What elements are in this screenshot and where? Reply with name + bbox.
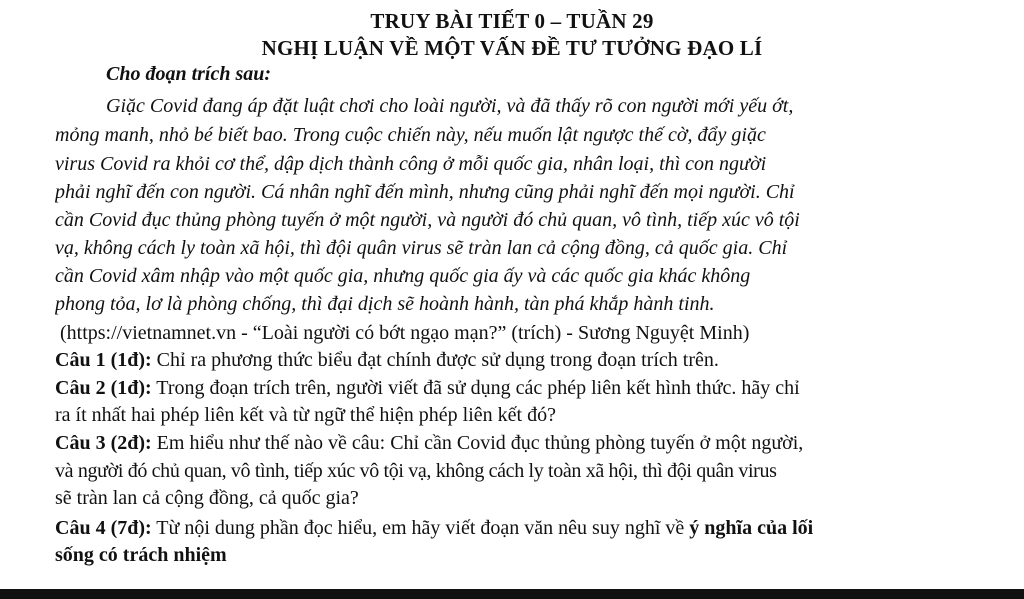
passage-line: vạ, không cách ly toàn xã hội, thì đội quân virus sẽ tràn lan cả cộng đồng, cả quốc gia. Chỉ: [55, 237, 788, 259]
passage-line: Giặc Covid đang áp đặt luật chơi cho loài người, và đã thấy rõ con người mới yếu ớt,: [106, 95, 794, 117]
passage-source: (https://vietnamnet.vn - “Loài người có bớt ngạo mạn?” (trích) - Sương Nguyệt Minh): [60, 322, 750, 344]
passage-line: mỏng manh, nhỏ bé biết bao. Trong cuộc chiến này, nếu muốn lật ngược thế cờ, đẩy giặc: [55, 124, 766, 146]
passage-line: phải nghĩ đến con người. Cá nhân nghĩ đến mình, nhưng cũng phải nghĩ đến mọi người. Chỉ: [55, 181, 795, 203]
question-3-text: Em hiểu như thế nào về câu: Chỉ cần Covid đục thủng phòng tuyến ở một người,: [151, 432, 804, 454]
bottom-edge-bar: [0, 589, 1024, 599]
question-3-continuation: sẽ tràn lan cả cộng đồng, cả quốc gia?: [55, 487, 359, 509]
question-4-label: Câu 4 (7đ):: [55, 517, 152, 539]
passage-line: cần Covid xâm nhập vào một quốc gia, nhưng quốc gia ấy và các quốc gia khác không: [55, 265, 751, 287]
question-3-continuation: và người đó chủ quan, vô tình, tiếp xúc vô tội vạ, không cách ly toàn xã hội, thì đội quân virus: [55, 460, 777, 482]
question-2-text: Trong đoạn trích trên, người viết đã sử dụng các phép liên kết hình thức. hãy chỉ: [151, 377, 800, 399]
document-subtitle: NGHỊ LUẬN VỀ MỘT VẤN ĐỀ TƯ TƯỞNG ĐẠO LÍ: [261, 36, 763, 60]
passage-line: cần Covid đục thủng phòng tuyến ở một người, và người đó chủ quan, vô tình, tiếp xúc vô tội: [55, 209, 800, 231]
passage-intro: Cho đoạn trích sau:: [106, 63, 272, 85]
question-2: [55, 376, 967, 400]
question-1-label: Câu 1 (1đ):: [55, 349, 152, 371]
passage-line: phong tỏa, lơ là phòng chống, thì đại dịch sẽ hoành hành, tàn phá khắp hành tinh.: [55, 293, 715, 315]
question-4-emphasis: ý nghĩa của lối: [689, 517, 814, 539]
document-title: TRUY BÀI TIẾT 0 – TUẦN 29: [370, 9, 654, 33]
question-4-emphasis-continuation: sống có trách nhiệm: [55, 544, 227, 566]
question-4: [55, 516, 967, 540]
question-4-text: Từ nội dung phần đọc hiểu, em hãy viết đoạn văn nêu suy nghĩ về: [151, 517, 690, 539]
question-2-label: Câu 2 (1đ):: [55, 377, 152, 399]
question-2-continuation: ra ít nhất hai phép liên kết và từ ngữ thể hiện phép liên kết đó?: [55, 404, 556, 426]
question-3-label: Câu 3 (2đ):: [55, 432, 152, 454]
passage-line: virus Covid ra khỏi cơ thể, dập dịch thành công ở mỗi quốc gia, nhân loại, thì con người: [55, 153, 767, 175]
question-1-text: Chỉ ra phương thức biểu đạt chính được sử dụng trong đoạn trích trên.: [151, 349, 719, 371]
question-3: [55, 431, 967, 455]
question-1: [55, 348, 967, 372]
